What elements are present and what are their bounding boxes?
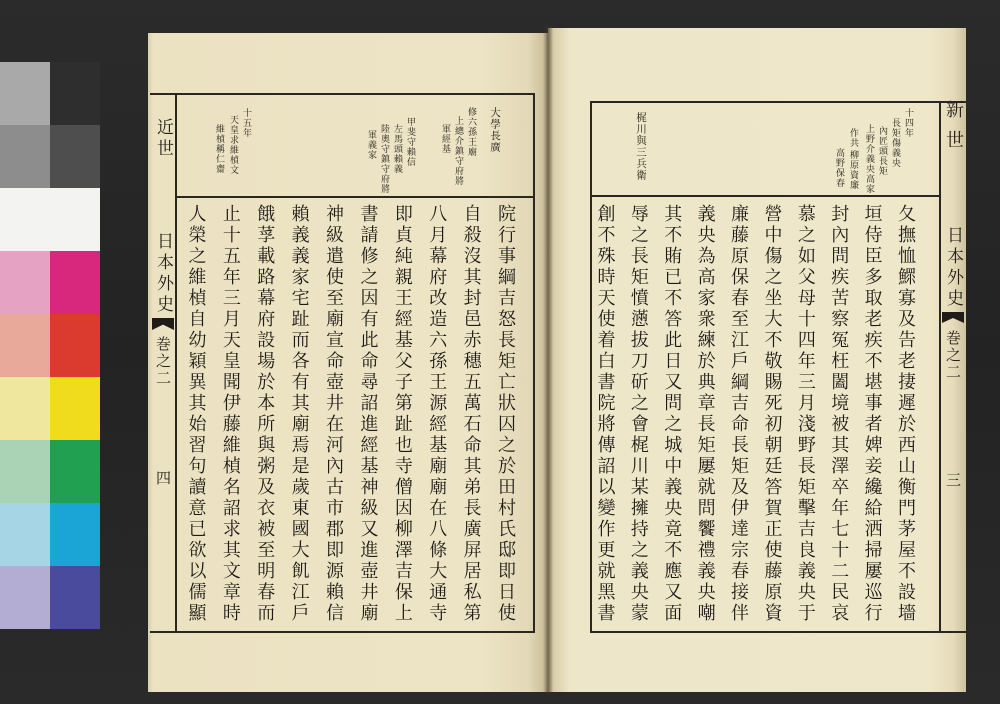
- fold-leaf-number: 三: [944, 472, 962, 487]
- headnote: 高野保春: [834, 148, 844, 188]
- color-swatch: [50, 440, 100, 503]
- headnote-divider: [590, 195, 941, 197]
- text-column: 書請修之因有此命尋詔進經基神級又進壺井廟: [357, 204, 379, 624]
- text-column: 人榮之維楨自幼穎異其始習句讀意已欲以儒顯: [185, 204, 207, 624]
- text-column: 創不殊時天使着白書院將傳詔以變作更就黑書: [594, 204, 616, 624]
- main-text-right: [588, 204, 922, 624]
- color-swatch: [50, 503, 100, 566]
- headnote: 修六孫王廟: [466, 107, 476, 157]
- text-column: 八月幕府改造六孫王源經基廟廟在八條大通寺: [426, 204, 448, 624]
- frame-right-rule: [533, 93, 535, 633]
- text-column: 自殺沒其封邑赤穗五萬石命其弟長廣屏居私第: [460, 204, 482, 624]
- text-column: 其不賄已不答此日又問之城中義央竟不應又面: [661, 204, 683, 624]
- headnote: 左馬頭賴義: [392, 124, 402, 174]
- chart-row: [0, 566, 100, 629]
- text-column: 義央為高家衆練於典章長矩屢就問饗禮義央嘲: [694, 204, 716, 624]
- headnote: 軍經基: [440, 124, 450, 154]
- text-column: 即貞純親王經基父子第趾也寺僧因柳澤吉保上: [391, 204, 413, 624]
- text-column: 封內問疾苦察冤枉闔境被其澤卒年七十二民哀: [828, 204, 850, 624]
- headnote: 上總介鎮守府將: [453, 116, 463, 186]
- color-swatch: [0, 377, 50, 440]
- headnote: 甲斐守賴信: [405, 117, 415, 167]
- frame-top-rule: [590, 101, 966, 103]
- chart-row: [0, 314, 100, 377]
- headnote: 柳原資廉: [848, 150, 858, 190]
- chart-row: [0, 125, 100, 188]
- fold-volume-label: 巻之二: [154, 336, 172, 387]
- text-column: 辱之長矩憤懣拔刀斫之會梶川某擁持之義央蒙: [627, 204, 649, 624]
- chart-row: [0, 188, 100, 251]
- chart-row: [0, 62, 100, 125]
- fold-book-title: 日本外史: [153, 232, 173, 316]
- color-swatch: [0, 125, 50, 188]
- color-swatch: [0, 440, 50, 503]
- text-column: 慕之如父母十四年三月淺野長矩擊吉良義央于: [794, 204, 816, 624]
- text-column: 止十五年三月天皇聞伊藤維楨名詔求其文章時: [219, 204, 241, 624]
- fold-book-title: 日本外史: [943, 226, 963, 310]
- chart-row: [0, 377, 100, 440]
- color-calibration-chart: [0, 62, 100, 629]
- headnote: 軍義家: [366, 130, 376, 160]
- chart-row: [0, 503, 100, 566]
- headnote: 作共: [848, 128, 858, 148]
- text-column: 神級遣使至廟宣命壺井在河內古市郡即源賴信: [323, 204, 345, 624]
- chart-row: [0, 251, 100, 314]
- fold-volume-label: 巻之二: [944, 330, 962, 381]
- headnote: 上野介義央高家: [864, 124, 874, 194]
- color-swatch: [0, 62, 50, 125]
- headnote: 梶川與三兵衛: [635, 112, 647, 181]
- headnote: 陸奧守鎮守府將: [379, 124, 389, 194]
- color-swatch: [0, 314, 50, 377]
- fold-top-label: 新世: [943, 100, 964, 160]
- text-column: 垣侍臣多取老疾不堪事者婢妾纔給洒掃屢巡行: [861, 204, 883, 624]
- fold-leaf-number: 四: [154, 470, 172, 485]
- text-column: 廉藤原保春至江戶綱吉命長矩及伊達宗春接伴: [728, 204, 750, 624]
- color-swatch: [0, 503, 50, 566]
- color-swatch: [50, 188, 100, 251]
- text-column: 營中傷之坐大不敬賜死初朝廷答賀正使藤原資: [761, 204, 783, 624]
- main-text-left: [178, 204, 522, 624]
- color-swatch: [0, 251, 50, 314]
- headnote-divider: [175, 196, 535, 198]
- frame-top-rule: [150, 93, 535, 95]
- headnote: 維楨稱仁齋: [214, 124, 224, 174]
- color-swatch: [0, 188, 50, 251]
- headnote: 長矩傷義央: [890, 118, 900, 168]
- color-swatch: [50, 566, 100, 629]
- text-column: 夂撫恤鰥寡及告老捿遲於西山衡門茅屋不設墻: [895, 204, 916, 624]
- headnote: 十五年: [241, 108, 251, 138]
- headnote: 內匠頭長矩: [877, 126, 887, 176]
- frame-bottom-rule: [150, 631, 535, 633]
- headnote: 大學長廣: [489, 107, 501, 153]
- text-column: 餓莩載路幕府設場於本所與粥及衣被至明春而: [254, 204, 276, 624]
- fold-top-label: 近世: [153, 118, 173, 160]
- color-swatch: [50, 377, 100, 440]
- frame-bottom-rule: [590, 631, 966, 633]
- headnote: 十四年: [903, 108, 913, 138]
- color-swatch: [50, 314, 100, 377]
- color-swatch: [50, 125, 100, 188]
- text-column: 院行事綱吉怒長矩亡狀囚之於田村氏邸即日使: [495, 204, 516, 624]
- text-column: 賴義義家宅趾而各有其廟焉是歲東國大飢江戶: [288, 204, 310, 624]
- color-swatch: [0, 566, 50, 629]
- chart-row: [0, 440, 100, 503]
- book-spine-shadow: [543, 26, 553, 694]
- fold-column-rule: [175, 93, 177, 633]
- color-swatch: [50, 251, 100, 314]
- headnote: 天皇求維楨文: [228, 115, 238, 175]
- color-swatch: [50, 62, 100, 125]
